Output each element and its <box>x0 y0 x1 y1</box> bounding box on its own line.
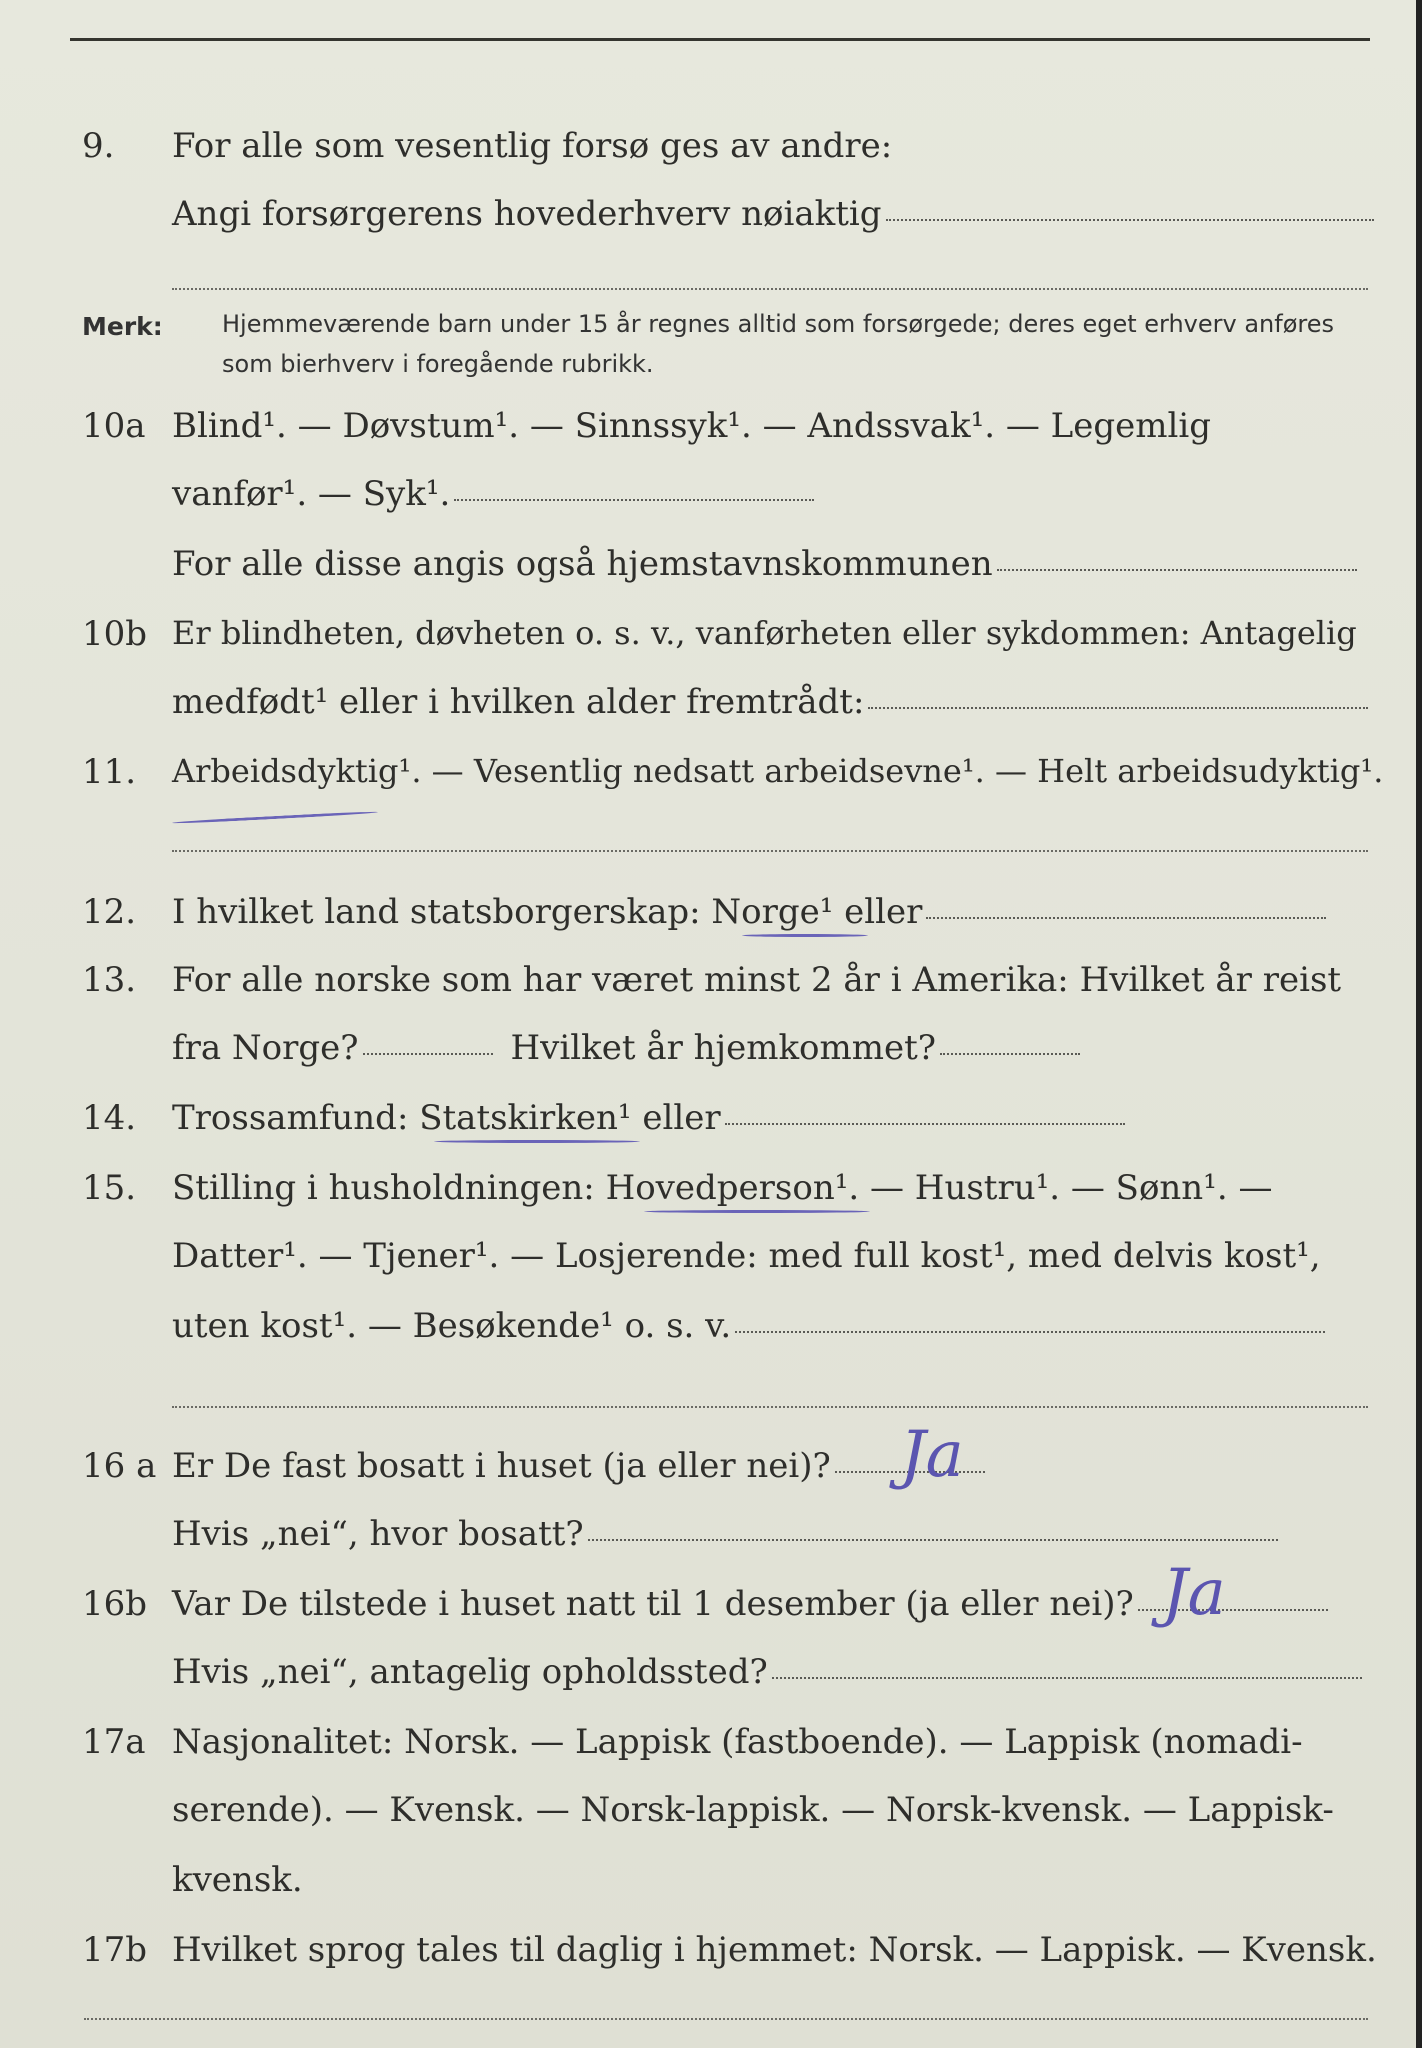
q17a-text1: Nasjonalitet: Norsk. — Lappisk (fastboende). — Lappisk (nomadi- <box>172 1722 1303 1762</box>
q15-number: 15. <box>82 1168 137 1208</box>
answer-line-full[interactable] <box>172 288 1368 290</box>
q11-text1: Arbeidsdyktig¹. — Vesentlig nedsatt arbeidsevne¹. — Helt arbeidsudyktig¹. <box>172 752 1384 790</box>
q16a-text1: Er De fast bosatt i huset (ja eller nei)? <box>172 1446 831 1486</box>
q12-text1: I hvilket land statsborgerskap: Norge¹ eller <box>172 892 923 932</box>
pen-underline-hovedperson <box>644 1210 870 1213</box>
q17a-text2: serende). — Kvensk. — Norsk-lappisk. — Norsk-kvensk. — Lappisk- <box>172 1790 1334 1830</box>
q10b-number: 10b <box>82 614 148 654</box>
q17a-number: 17a <box>82 1722 146 1762</box>
q10a-text2: vanfør¹. — Syk¹. <box>172 474 451 514</box>
pen-underline-arbeidsdyktig <box>172 811 378 825</box>
top-border <box>70 38 1370 49</box>
q10b-text2: medfødt¹ eller i hvilken alder fremtrådt: <box>172 682 865 722</box>
answer-line[interactable] <box>588 1537 1278 1541</box>
q15-text2: Datter¹. — Tjener¹. — Losjerende: med full kost¹, med delvis kost¹, <box>172 1236 1321 1276</box>
q16b-text2: Hvis „nei“, antagelig opholdssted? <box>172 1652 768 1692</box>
q10a-number: 10a <box>82 406 146 446</box>
q17b-number: 17b <box>82 1930 148 1970</box>
q16b-text1: Var De tilstede i huset natt til 1 desember (ja eller nei)? <box>172 1584 1134 1624</box>
q17a-text3: kvensk. <box>172 1860 303 1900</box>
q13-number: 13. <box>82 960 137 1000</box>
answer-line[interactable] <box>940 1051 1080 1055</box>
q10b-text1: Er blindheten, døvheten o. s. v., vanførheten eller sykdommen: Antagelig <box>172 614 1357 652</box>
q17b-text1: Hvilket sprog tales til daglig i hjemmet: Norsk. — Lappisk. — Kvensk. <box>172 1930 1377 1970</box>
q13-text2b: Hvilket år hjemkommet? <box>510 1028 937 1068</box>
answer-line[interactable] <box>997 567 1357 571</box>
pen-underline-statskirken <box>434 1140 640 1143</box>
q16b-number: 16b <box>82 1584 148 1624</box>
q15-text1: Stilling i husholdningen: Hovedperson¹. — Hustru¹. — Sønn¹. — <box>172 1168 1273 1208</box>
merk-text: Hjemmeværende barn under 15 år regnes alltid som forsørgede; deres eget erhverv anføres som bierhverv i foregående rubrikk. <box>222 310 1335 378</box>
answer-line[interactable] <box>363 1051 493 1055</box>
q10a-text3: For alle disse angis også hjemstavnskommunen <box>172 544 993 584</box>
pen-underline-norge <box>742 934 868 937</box>
bottom-rule <box>84 2018 1368 2020</box>
q9-text2: Angi forsørgerens hovederhverv nøiaktig <box>172 194 882 234</box>
q13-text1: For alle norske som har været minst 2 år i Amerika: Hvilket år reist <box>172 960 1342 1000</box>
merk-label: Merk: <box>82 312 163 341</box>
answer-line[interactable] <box>868 705 1368 709</box>
q10a-text1: Blind¹. — Døvstum¹. — Sinnssyk¹. — Andssvak¹. — Legemlig <box>172 406 1211 446</box>
q16a-number: 16 a <box>82 1446 157 1486</box>
q9-number: 9. <box>82 126 115 166</box>
answer-line[interactable] <box>454 497 814 501</box>
answer-line[interactable] <box>886 217 1374 221</box>
handwritten-answer-16b: Ja <box>1162 1556 1226 1630</box>
handwritten-answer-16a: Ja <box>900 1418 964 1492</box>
answer-line[interactable] <box>772 1675 1362 1679</box>
answer-line[interactable] <box>926 915 1326 919</box>
q11-number: 11. <box>82 752 137 792</box>
answer-line[interactable] <box>725 1121 1125 1125</box>
q13-text2a: fra Norge? <box>172 1028 359 1068</box>
q16a-text2: Hvis „nei“, hvor bosatt? <box>172 1514 584 1554</box>
q14-text1: Trossamfund: Statskirken¹ eller <box>172 1098 721 1138</box>
q14-number: 14. <box>82 1098 137 1138</box>
answer-line-full[interactable] <box>172 1406 1368 1408</box>
answer-line-full[interactable] <box>172 850 1368 852</box>
q12-number: 12. <box>82 892 137 932</box>
q9-text: For alle som vesentlig forsø ges av andre: <box>172 126 893 166</box>
answer-line[interactable] <box>735 1329 1325 1333</box>
q15-text3: uten kost¹. — Besøkende¹ o. s. v. <box>172 1306 732 1346</box>
